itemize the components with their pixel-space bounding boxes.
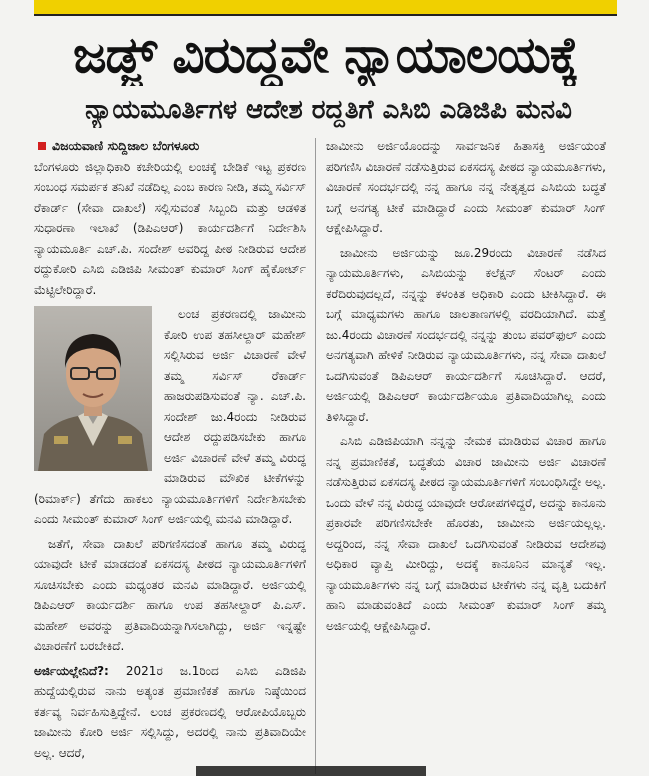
subhead: ನ್ಯಾಯಮೂರ್ತಿಗಳ ಆದೇಶ ರದ್ದತಿಗೆ ಎಸಿಬಿ ಎಡಿಜಿಪಿ ಮನವಿ [85,95,572,125]
bottom-cut-strip [196,766,426,776]
officer-photo [34,306,152,471]
top-rule [34,14,617,16]
paragraph: ಬೆಂಗಳೂರು ಜಿಲ್ಲಾಧಿಕಾರಿ ಕಚೇರಿಯಲ್ಲಿ ಲಂಚಕ್ಕೆ ಬೇಡಿಕೆ ಇಟ್ಟ ಪ್ರಕರಣ ಸಂಬಂಧ ಸಮರ್ಪಕ ತನಿಖೆ ನಡೆದಿಲ್ಲ ಎಂಬ ಕಾರಣ ನೀಡಿ, ತಮ್ಮ ಸರ್ವಿಸ್ ರೆಕಾರ್ಡ್ (ಸೇವಾ ದಾಖಲೆ) ಸಲ್ಲಿಸುವಂತೆ ಸಿಬ್ಬಂದಿ ಮತ್ತು ಆಡಳಿತ ಸುಧಾರಣಾ ಇಲಾಖೆ (ಡಿಪಿಎಆರ್) ಕಾರ್ಯದರ್ಶಿಗೆ ನಿರ್ದೇಶಿಸಿ ನ್ಯಾಯಮೂರ್ತಿ ಎಚ್.ಪಿ. ಸಂದೇಶ್ ಅವರಿದ್ದ ಪೀಠ ನೀಡಿರುವ ಆದೇಶ ರದ್ದುಕೋರಿ ಎಸಿಬಿ ಎಡಿಜಿಪಿ ಸೀಮಂತ್ ಕುಮಾರ್ ಸಿಂಗ್ ಹೈಕೋರ್ಟ್ ಮೆಟ್ಟಿಲೇರಿದ್ದಾರೆ. [34,159,306,297]
lead-label: ಅರ್ಜಿಯಲ್ಲೇನಿದೆ?: [34,663,109,678]
top-yellow-bar [34,0,617,14]
paragraph: ಲಂಚ ಪ್ರಕರಣದಲ್ಲಿ ಜಾಮೀನು ಕೋರಿ ಉಪ ತಹಸೀಲ್ದಾರ್ ಮಹೇಶ್ ಸಲ್ಲಿಸಿರುವ ಅರ್ಜಿ ವಿಚಾರಣೆ ವೇಳೆ ತಮ್ಮ ಸರ್ವಿಸ್ ರೆಕಾರ್ಡ್ ಹಾಜರುಪಡಿಸುವಂತೆ ನ್ಯಾ. ಎಚ್.ಪಿ. ಸಂದೇಶ್ ಜು.4ರಂದು ನೀಡಿರುವ ಆದೇಶ ರದ್ದುಪಡಿಸಬೇಕು ಹಾಗೂ ಅರ್ಜಿ ವಿಚಾರಣೆ ವೇಳೆ ತಮ್ಮ ವಿರುದ್ಧ ಮಾಡಿರುವ ಮೌಖಿಕ ಟೀಕೆಗಳನ್ನು (ರಿಮಾರ್ಕ್) ತೆಗೆದು ಹಾಕಲು ನ್ಯಾಯಮೂರ್ತಿಗಳಿಗೆ ನಿರ್ದೇಶಿಸಬೇಕು ಎಂದು ಸೀಮಂತ್ ಕುಮಾರ್ ಸಿಂಗ್ ಅರ್ಜಿಯಲ್ಲಿ ಮನವಿ ಮಾಡಿದ್ದಾರೆ. [34,307,306,526]
paragraph: ಜಾಮೀನು ಅರ್ಜಿಯೊಂದನ್ನು ಸಾರ್ವಜನಿಕ ಹಿತಾಸಕ್ತಿ ಅರ್ಜಿಯಂತೆ ಪರಿಗಣಿಸಿ ವಿಚಾರಣೆ ನಡೆಸುತ್ತಿರುವ ಏಕಸದಸ್ಯ ಪೀಠದ ನ್ಯಾಯಮೂರ್ತಿಗಳು, ವಿಚಾರಣೆ ಸಂದರ್ಭದಲ್ಲಿ ನನ್ನ ಹಾಗೂ ನನ್ನ ನೇತೃತ್ವದ ಎಸಿಬಿಯ ಬದ್ಧತೆ ಬಗ್ಗೆ ಅನಗತ್ಯ ಟೀಕೆ ಮಾಡಿದ್ದಾರೆ ಎಂದು ಸೀಮಂತ್ ಕುಮಾರ್ ಸಿಂಗ್ ಆಕ್ಷೇಪಿಸಿದ್ದಾರೆ. [326,139,606,235]
lead-text: 2021ರ ಜ.1ರಿಂದ ಎಸಿಬಿ ಎಡಿಜಿಪಿ ಹುದ್ದೆಯಲ್ಲಿರುವ ನಾನು ಅತ್ಯಂತ ಪ್ರಮಾಣಿಕತೆ ಹಾಗೂ ನಿಷ್ಠೆಯಿಂದ ಕರ್ತವ್ಯ ನಿರ್ವಹಿಸುತ್ತಿದ್ದೇನೆ. ಲಂಚ ಪ್ರಕರಣದಲ್ಲಿ ಆರೋಪಿಯೊಬ್ಬರು ಜಾಮೀನು ಕೋರಿ ಅರ್ಜಿ ಸಲ್ಲಿಸಿದ್ದು, ಅದರಲ್ಲಿ ನಾನು ಪ್ರತಿವಾದಿಯೇ ಅಲ್ಲ. ಆದರೆ, [34,663,306,760]
byline [34,136,306,157]
red-bullet-icon [38,142,46,150]
paragraph: ಜಾಮೀನು ಅರ್ಜಿಯನ್ನು ಜೂ.29ರಂದು ವಿಚಾರಣೆ ನಡೆಸಿದ ನ್ಯಾಯಮೂರ್ತಿಗಳು, ಎಸಿಬಿಯನ್ನು ಕಲೆಕ್ಷನ್ ಸೆಂಟರ್ ಎಂದು ಕರೆದಿರುವುದಲ್ಲದೆ, ನನ್ನನ್ನು ಕಳಂಕಿತ ಅಧಿಕಾರಿ ಎಂದು ಟೀಕಿಸಿದ್ದಾರೆ. ಈ ಬಗ್ಗೆ ಮಾಧ್ಯಮಗಳು ಹಾಗೂ ಜಾಲತಾಣಗಳಲ್ಲಿ ವರದಿಯಾಗಿದೆ. ಮತ್ತೆ ಜು.4ರಂದು ವಿಚಾರಣೆ ಸಂದರ್ಭದಲ್ಲಿ ನನ್ನನ್ನು ತುಂಬ ಪವರ್‌ಫುಲ್ ಎಂದು ಅನಗತ್ಯವಾಗಿ ಹೇಳಿಕೆ ನೀಡಿರುವ ನ್ಯಾಯಮೂರ್ತಿಗಳು, ನನ್ನ ಸೇವಾ ದಾಖಲೆ ಒದಗಿಸುವಂತೆ ಡಿಪಿಎಆರ್ ಕಾರ್ಯದರ್ಶಿಗೆ ಸೂಚಿಸಿದ್ದಾರೆ. ಆದರೆ, ಅರ್ಜಿಯಲ್ಲಿ ಡಿಪಿಎಆರ್ ಕಾರ್ಯದರ್ಶಿಯೂ ಪ್ರತಿವಾದಿಯಾಗಿಲ್ಲ ಎಂದು ತಿಳಿಸಿದ್ದಾರೆ. [326,245,606,424]
paragraph: ಜತೆಗೆ, ಸೇವಾ ದಾಖಲೆ ಪರಿಗಣಿಸದಂತೆ ಹಾಗೂ ತಮ್ಮ ವಿರುದ್ಧ ಯಾವುದೇ ಟೀಕೆ ಮಾಡದಂತೆ ಏಕಸದಸ್ಯ ಪೀಠದ ನ್ಯಾಯಮೂರ್ತಿಗಳಿಗೆ ಸೂಚಿಸಬೇಕು ಎಂದು ಮಧ್ಯಂತರ ಮನವಿ ಮಾಡಿದ್ದಾರೆ. ಅರ್ಜಿಯಲ್ಲಿ ಡಿಪಿಎಆರ್ ಕಾರ್ಯದರ್ಶಿ ಹಾಗೂ ಉಪ ತಹಸೀಲ್ದಾರ್ ಪಿ.ಎಸ್. ಮಹೇಶ್ ಅವರನ್ನು ಪ್ರತಿವಾದಿಯನ್ನಾಗಿಸಲಾಗಿದ್ದು, ಅರ್ಜಿ ಇನ್ನಷ್ಟೇ ವಿಚಾರಣೆಗೆ ಬರಬೇಕಿದೆ. [34,536,306,653]
headline: ಜಡ್ಜ್ ವಿರುದ್ಧವೇ ನ್ಯಾಯಾಲಯಕ್ಕೆ [72,26,579,84]
paragraph-lead [34,661,306,764]
left-column [34,136,306,776]
byline-text: ವಿಜಯವಾಣಿ ಸುದ್ದಿಜಾಲ ಬೆಂಗಳೂರು [52,138,200,153]
paragraph: ಎಸಿಬಿ ಎಡಿಜಿಪಿಯಾಗಿ ನನ್ನನ್ನು ನೇಮಕ ಮಾಡಿರುವ ವಿಚಾರ ಹಾಗೂ ನನ್ನ ಪ್ರಮಾಣಿಕತೆ, ಬದ್ಧತೆಯ ವಿಚಾರ ಜಾಮೀನು ಅರ್ಜಿ ವಿಚಾರಣೆ ನಡೆಸುತ್ತಿರುವ ಏಕಸದಸ್ಯ ಪೀಠದ ನ್ಯಾಯಮೂರ್ತಿಗಳಿಗೆ ಸಂಬಂಧಿಸಿದ್ದೇ ಅಲ್ಲ. ಒಂದು ವೇಳೆ ನನ್ನ ವಿರುದ್ಧ ಯಾವುದೇ ಆರೋಪಗಳಿದ್ದರೆ, ಅದನ್ನು ಕಾನೂನು ಪ್ರಕಾರವೇ ಪರಿಗಣಿಸಬೇಕೇ ಹೊರತು, ಜಾಮೀನು ಅರ್ಜಿಯಲ್ಲಲ್ಲ. ಅದ್ದರಿಂದ, ನನ್ನ ಸೇವಾ ದಾಖಲೆ ಒದಗಿಸುವಂತೆ ನೀಡಿರುವ ಆದೇಶವು ಅಧಿಕಾರ ವ್ಯಾಪ್ತಿ ಮೀರಿದ್ದು, ಅದಕ್ಕೆ ಕಾನೂನಿನ ಮಾನ್ಯತೆ ಇಲ್ಲ. ನ್ಯಾಯಮೂರ್ತಿಗಳು ನನ್ನ ಬಗ್ಗೆ ಮಾಡಿರುವ ಟೀಕೆಗಳು ನನ್ನ ವೃತ್ತಿ ಬದುಕಿಗೆ ಹಾನಿ ಮಾಡುವಂತಿದೆ ಎಂದು ಸೀಮಂತ್ ಕುಮಾರ್ ಸಿಂಗ್ ತಮ್ಮ ಅರ್ಜಿಯಲ್ಲಿ ಆಕ್ಷೇಪಿಸಿದ್ದಾರೆ. [326,434,606,633]
column-divider [315,138,316,774]
right-column [326,136,606,776]
person-portrait-icon [34,306,152,471]
